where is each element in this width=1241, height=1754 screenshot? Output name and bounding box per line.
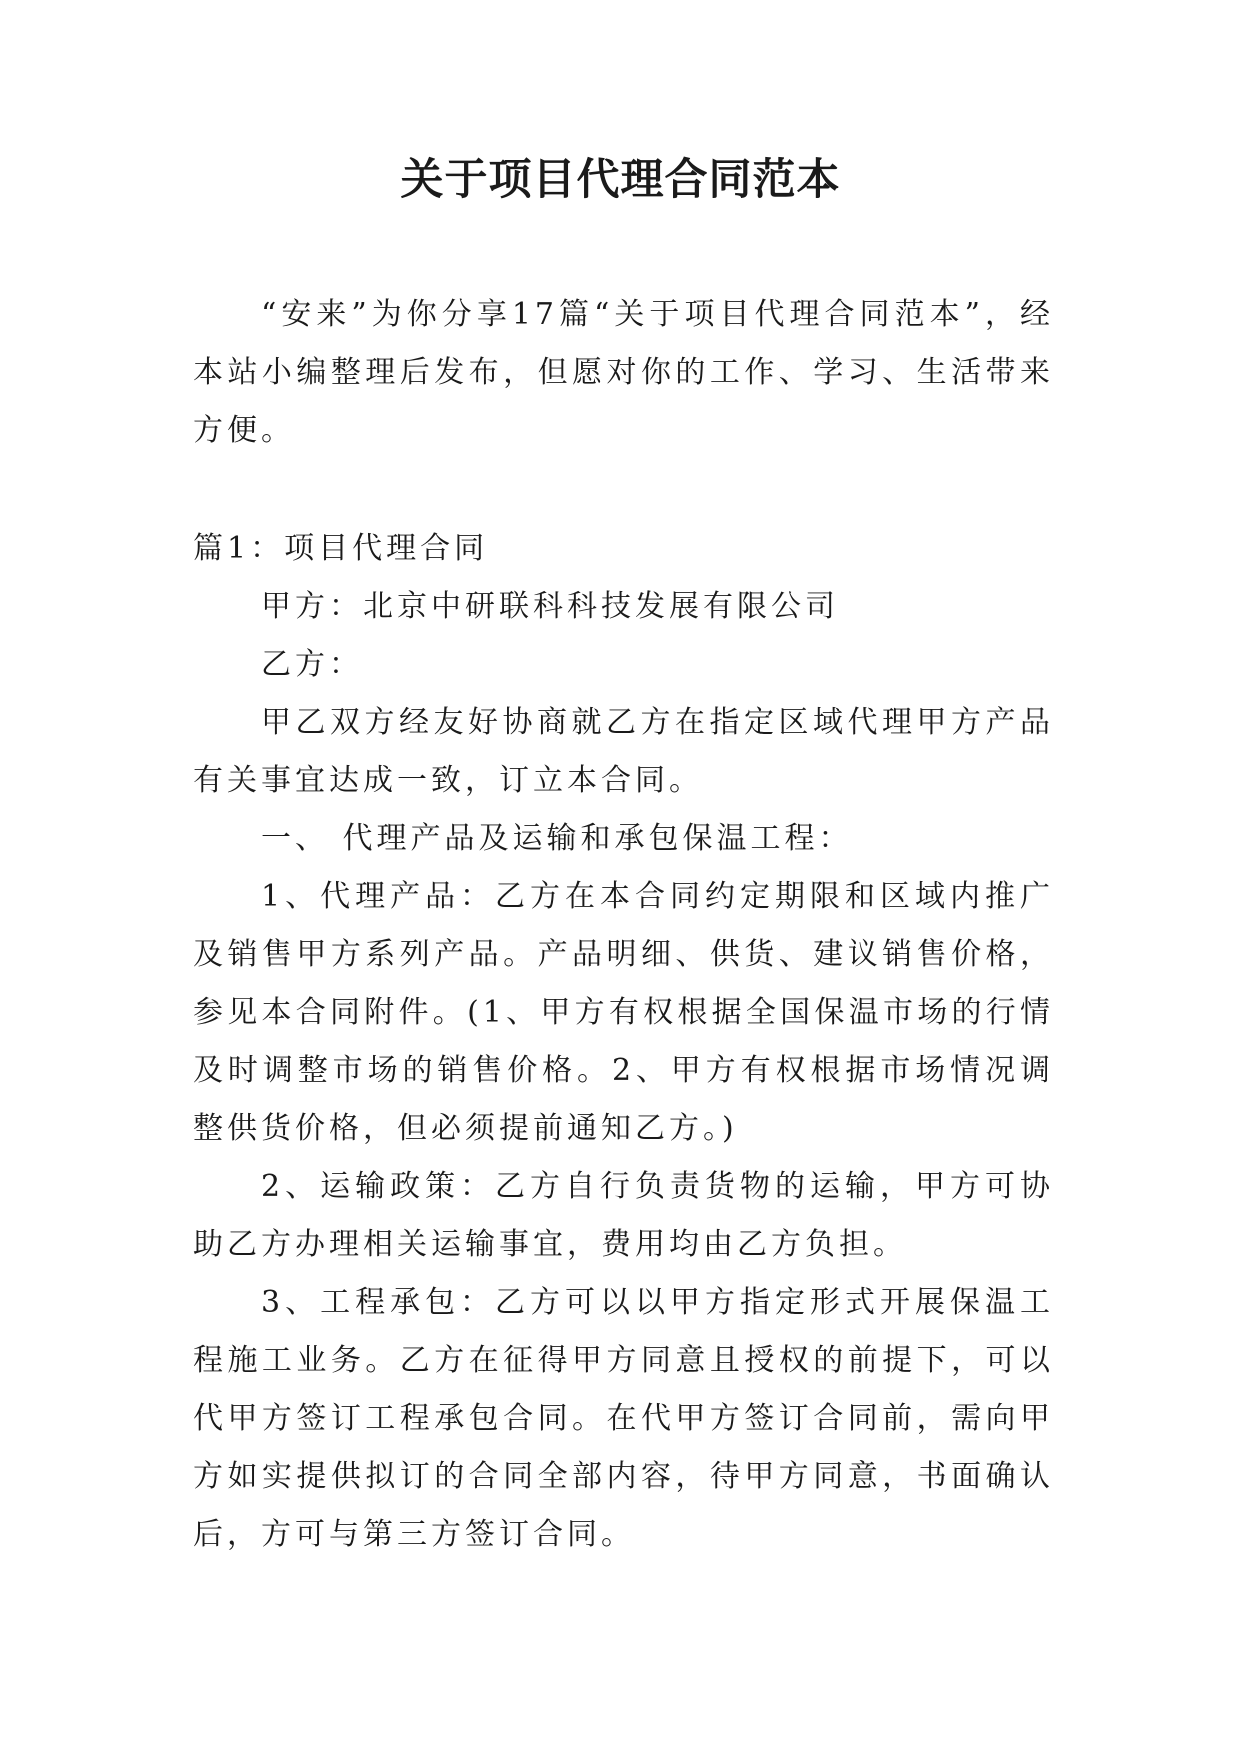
party-a-line: 甲方：北京中研联科科技发展有限公司 [261,589,839,624]
clause-heading: 一、 代理产品及运输和承包保温工程： [261,821,853,856]
agreement-paragraph: 甲乙双方经友好协商就乙方在指定区域代理甲方产品有关事宜达成一致，订立本合同。 [193,705,1054,798]
clause-1-paragraph: 1、代理产品：乙方在本合同约定期限和区域内推广及销售甲方系列产品。产品明细、供货、建议销售价格，参见本合同附件。(1、甲方有权根据全国保温市场的行情及时调整市场的销售价格。2、甲方有权根据市场情况调整供货价格，但必须提前通知乙方。) [193,879,1054,1146]
document-title: 关于项目代理合同范本 [400,155,841,205]
section-heading: 篇1：项目代理合同 [193,531,489,566]
document-body [193,286,1054,1564]
clause-3-paragraph: 3、工程承包：乙方可以以甲方指定形式开展保温工程施工业务。乙方在征得甲方同意且授权的前提下，可以代甲方签订工程承包合同。在代甲方签订合同前，需向甲方如实提供拟订的合同全部内容，待甲方同意，书面确认后，方可与第三方签订合同。 [193,1285,1054,1552]
clause-2-paragraph: 2、运输政策：乙方自行负责货物的运输，甲方可协助乙方办理相关运输事宜，费用均由乙方负担。 [193,1169,1054,1262]
intro-paragraph: “安来”为你分享17篇“关于项目代理合同范本”，经本站小编整理后发布，但愿对你的工作、学习、生活带来方便。 [193,297,1054,448]
party-b-line: 乙方： [261,647,363,682]
